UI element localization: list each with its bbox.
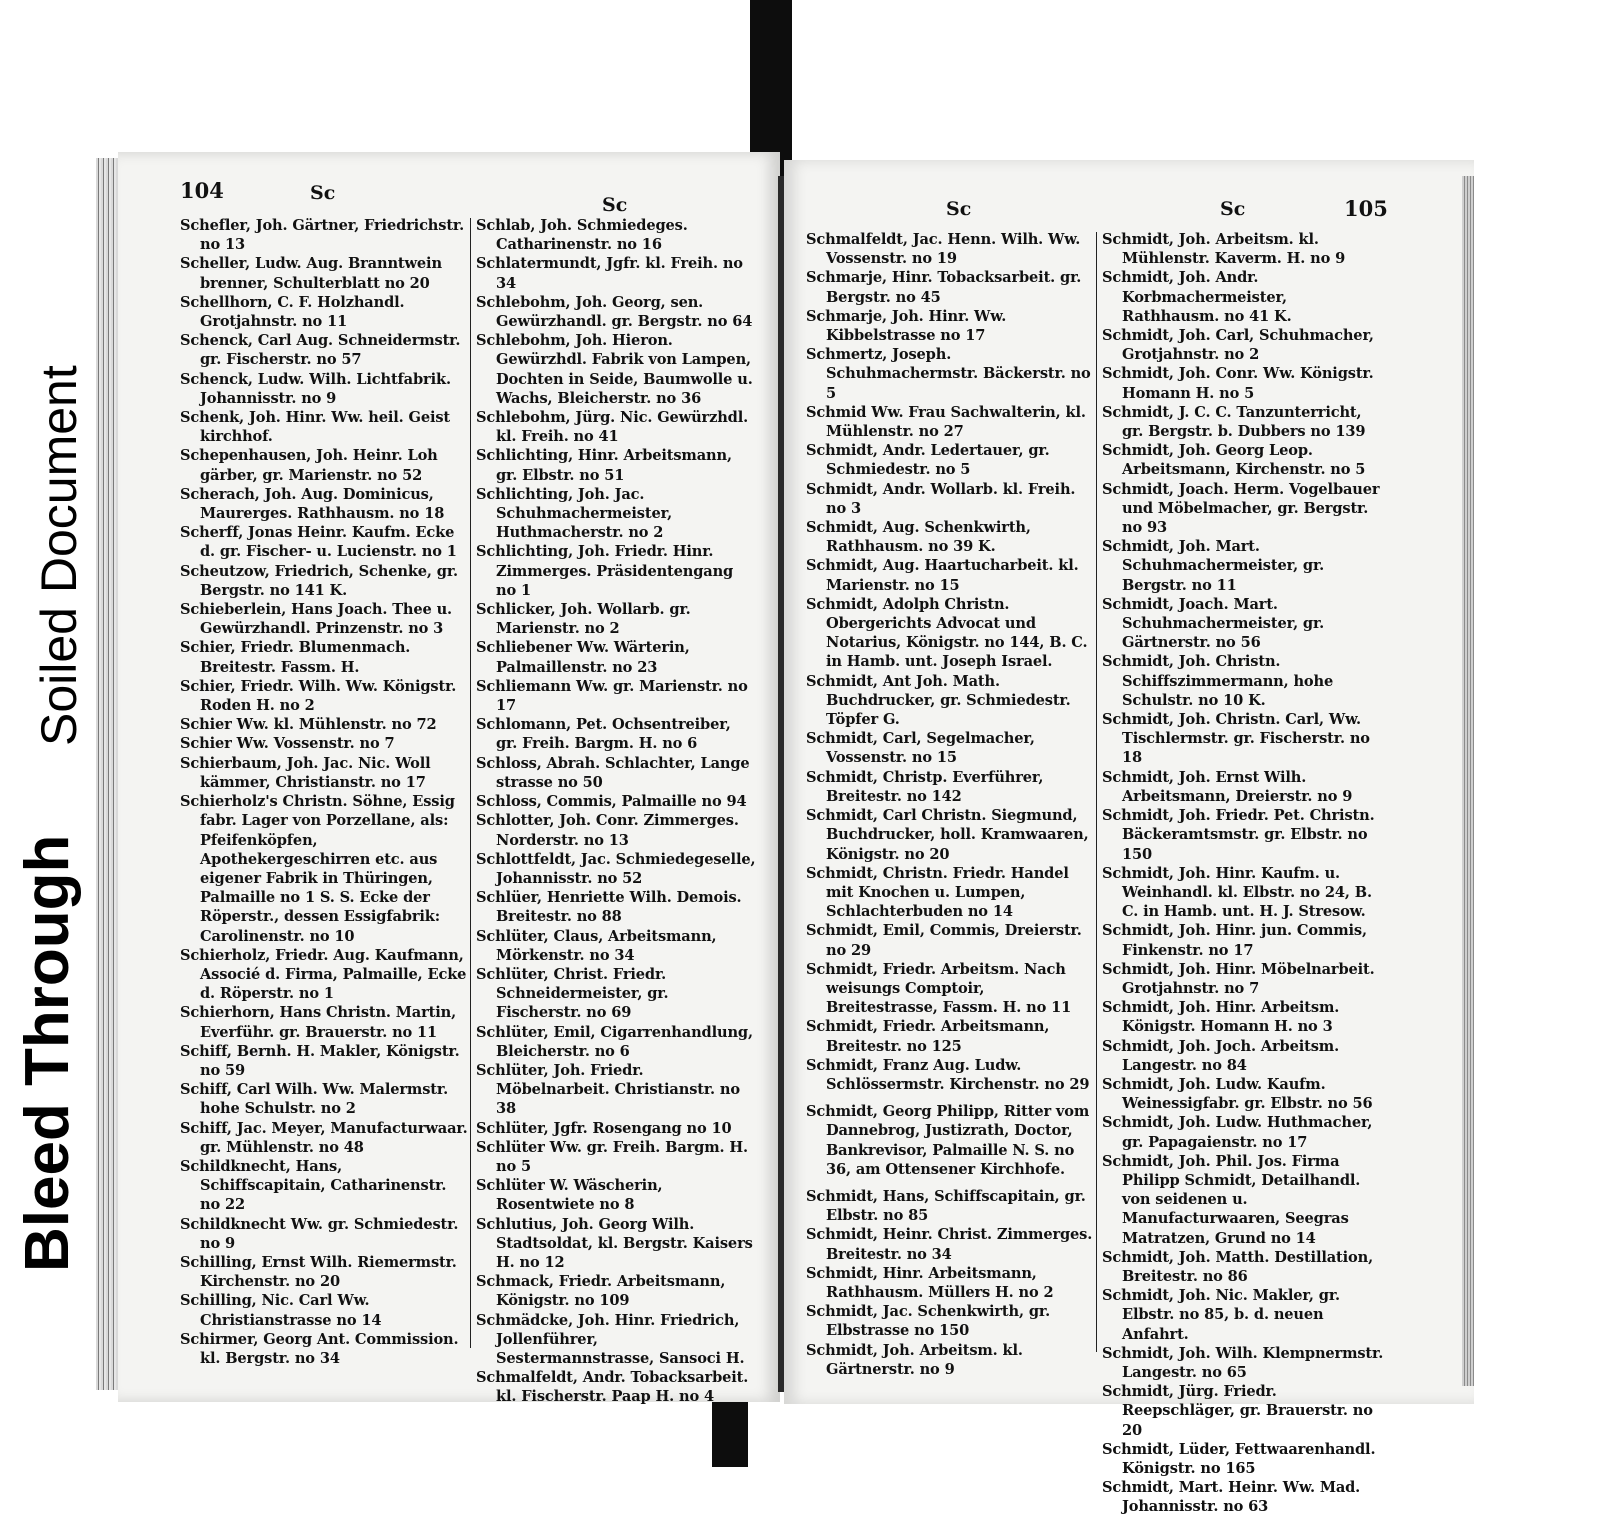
directory-entry: Schierholz's Christn. Söhne, Essig fabr. Lager von Porzellane, als: Pfeifenköpfen, Apothekergeschirren etc. aus eigener Fabrik in Thüringen, Palmaille no 1 S. S. Ecke der Röperstr., dessen Essigfabrik: Carolinenstr. no 10: [180, 793, 455, 945]
directory-entry: Schierhorn, Hans Christn. Martin, Everführ. gr. Brauerstr. no 11: [180, 1004, 457, 1041]
directory-entry: Schlicker, Joh. Wollarb. gr. Marienstr. no 2: [476, 601, 691, 638]
directory-entry: Schenck, Ludw. Wilh. Lichtfabrik. Johannisstr. no 9: [180, 370, 451, 407]
running-head-right-1: Sc: [946, 198, 972, 220]
directory-entry: Schlüter, Jgfr. Rosengang no 10: [476, 1119, 732, 1137]
directory-entry: Schlüter, Joh. Friedr. Möbelnarbeit. Christianstr. no 38: [476, 1061, 740, 1118]
directory-entry: Schmidt, Joh. Arbeitsm. kl. Gärtnerstr. no 9: [806, 1341, 1023, 1378]
directory-entry: Scheller, Ludw. Aug. Branntwein brenner, Schulterblatt no 20: [180, 255, 442, 292]
directory-entry: Schmidt, Joh. Ludw. Huthmacher, gr. Papagaienstr. no 17: [1102, 1114, 1373, 1151]
directory-entry: Schlotter, Joh. Conr. Zimmerges. Norderstr. no 13: [476, 812, 739, 849]
running-head-left-2: Sc: [602, 194, 628, 216]
directory-entry: Schmidt, Hans, Schiffscapitain, gr. Elbstr. no 85: [806, 1187, 1086, 1225]
directory-entry: Schmidt, Heinr. Christ. Zimmerges. Breitestr. no 34: [806, 1226, 1093, 1263]
directory-entry: Schierholz, Friedr. Aug. Kaufmann, Associé d. Firma, Palmaille, Ecke d. Röperstr. no 1: [180, 946, 467, 1003]
directory-entry: Schmidt, Joh. Carl, Schuhmacher, Grotjahnstr. no 2: [1102, 327, 1374, 364]
directory-entry: Schliebener Ww. Wärterin, Palmaillenstr. no 23: [476, 639, 690, 676]
column-rule-left: [470, 218, 471, 1348]
directory-entry: Schmidt, Joh. Phil. Jos. Firma Philipp Schmidt, Detailhandl. von seidenen u. Manufacturwaaren, Seegras Matratzen, Grund no 14: [1102, 1152, 1361, 1247]
directory-entry: Schmertz, Joseph. Schuhmachermstr. Bäckerstr. no 5: [806, 346, 1091, 402]
directory-entry: Schmidt, Emil, Commis, Dreierstr. no 29: [806, 922, 1082, 959]
bleed-through-label: Bleed Through: [13, 834, 82, 1272]
directory-entry: Schmidt, Ant Joh. Math. Buchdrucker, gr. Schmiedestr. Töpfer G.: [806, 672, 1071, 729]
directory-entry: Schmidt, Christp. Everführer, Breitestr. no 142: [806, 768, 1044, 805]
directory-entry: Schmidt, Carl, Segelmacher, Vossenstr. no 15: [806, 730, 1035, 767]
directory-entry: Schmidt, Joh. Joch. Arbeitsm. Langestr. no 84: [1102, 1037, 1340, 1074]
directory-entry: Schmidt, Joh. Mart. Schuhmachermeister, gr. Bergstr. no 11: [1102, 538, 1325, 594]
directory-entry: Scherach, Joh. Aug. Dominicus, Maurerges. Rathhausm. no 18: [180, 485, 445, 523]
directory-entry: Schmidt, Joh. Wilh. Klempnermstr. Langestr. no 65: [1102, 1344, 1384, 1381]
directory-entry: Schier, Friedr. Wilh. Ww. Königstr. Roden H. no 2: [180, 677, 457, 715]
directory-entry: Schmidt, J. C. C. Tanzunterricht, gr. Bergstr. b. Dubbers no 139: [1102, 403, 1366, 441]
directory-entry: Schilling, Nic. Carl Ww. Christianstrasse no 14: [180, 1292, 382, 1329]
directory-entry: Schlottfeldt, Jac. Schmiedegeselle, Johannisstr. no 52: [476, 850, 756, 887]
directory-entry: Schildknecht Ww. gr. Schmiedestr. no 9: [180, 1215, 459, 1252]
directory-entry: Scherff, Jonas Heinr. Kaufm. Ecke d. gr. Fischer- u. Lucienstr. no 1: [180, 524, 457, 561]
directory-entry: Schmidt, Andr. Wollarb. kl. Freih. no 3: [806, 480, 1076, 517]
directory-entry: Schlichting, Joh. Friedr. Hinr. Zimmerges. Präsidentengang no 1: [476, 543, 734, 599]
directory-entry: Schlüter, Claus, Arbeitsmann, Mörkenstr. no 34: [476, 927, 717, 964]
directory-entry: Schmidt, Friedr. Arbeitsmann, Breitestr. no 125: [806, 1018, 1050, 1055]
column-rule-right: [1096, 232, 1097, 1352]
directory-entry: Schmidt, Hinr. Arbeitsmann, Rathhausm. Müllers H. no 2: [806, 1264, 1054, 1301]
right-page: [784, 160, 1474, 1516]
running-head-right-2: Sc: [1220, 198, 1246, 220]
directory-entry: Schmidt, Joh. Christn. Schiffszimmermann, hohe Schulstr. no 10 K.: [1102, 653, 1334, 709]
directory-entry: Schiff, Bernh. H. Makler, Königstr. no 59: [180, 1042, 460, 1079]
directory-entry: Schmidt, Jürg. Friedr. Reepschläger, gr. Brauerstr. no 20: [1102, 1383, 1373, 1439]
directory-entry: Schlatermundt, Jgfr. kl. Freih. no 34: [476, 255, 743, 292]
directory-entry: Schildknecht, Hans, Schiffscapitain, Catharinenstr. no 22: [180, 1157, 447, 1214]
directory-entry: Schmidt, Joh. Hinr. Arbeitsm. Königstr. Homann H. no 3: [1102, 999, 1340, 1036]
directory-entry: Schmidt, Joh. Christn. Carl, Ww. Tischlermstr. gr. Fischerstr. no 18: [1102, 711, 1370, 767]
directory-entry: Schmalfeldt, Andr. Tobacksarbeit. kl. Fischerstr. Paap H. no 4: [476, 1369, 749, 1406]
directory-entry: Scheutzow, Friedrich, Schenke, gr. Bergstr. no 141 K.: [180, 562, 458, 599]
directory-entry: Schier Ww. Vossenstr. no 7: [180, 735, 395, 753]
directory-entry: Schmidt, Joach. Mart. Schuhmachermeister, gr. Gärtnerstr. no 56: [1102, 595, 1325, 652]
directory-entry: Schlebohm, Joh. Hieron. Gewürzhdl. Fabrik von Lampen, Dochten in Seide, Baumwolle u. Wachs, Bleicherstr. no 36: [476, 332, 753, 407]
page-number-right: 105: [1344, 196, 1388, 221]
page-number-left: 104: [180, 178, 224, 203]
directory-entry: Schmidt, Franz Aug. Ludw. Schlössermstr. Kirchenstr. no 29: [806, 1056, 1090, 1093]
directory-entry: Schmidt, Georg Philipp, Ritter vom Dannebrog, Justizrath, Doctor, Bankrevisor, Palmaille N. S. no 36, am Ottensener Kirchhofe.: [806, 1103, 1090, 1178]
directory-entry: Schmidt, Adolph Christn. Obergerichts Advocat und Notarius, Königstr. no 144, B. C. in Hamb. unt. Joseph Israel.: [806, 595, 1088, 671]
directory-entry: Schilling, Ernst Wilh. Riemermstr. Kirchenstr. no 20: [180, 1253, 457, 1291]
directory-entry: Schmidt, Joach. Herm. Vogelbauer und Möbelmacher, gr. Bergstr. no 93: [1102, 480, 1380, 537]
directory-entry: Schieberlein, Hans Joach. Thee u. Gewürzhandl. Prinzenstr. no 3: [180, 601, 452, 638]
directory-entry: Schmidt, Carl Christn. Siegmund, Buchdrucker, holl. Kramwaaren, Königstr. no 20: [806, 807, 1089, 863]
directory-entry: Schenk, Joh. Hinr. Ww. heil. Geist kirchhof.: [180, 409, 451, 446]
directory-entry: Schmidt, Joh. Friedr. Pet. Christn. Bäckeramtsmstr. gr. Elbstr. no 150: [1102, 807, 1375, 863]
directory-entry: Schliemann Ww. gr. Marienstr. no 17: [476, 677, 748, 715]
directory-entry: Schier, Friedr. Blumenmach. Breitestr. Fassm. H.: [180, 639, 411, 676]
directory-entry: Schlüter W. Wäscherin, Rosentwiete no 8: [476, 1177, 663, 1214]
directory-entry: Schmidt, Friedr. Arbeitsm. Nach weisungs Comptoir, Breitestrasse, Fassm. H. no 11: [806, 960, 1072, 1017]
directory-entry: Schmidt, Aug. Haartucharbeit. kl. Marienstr. no 15: [806, 557, 1079, 594]
directory-entry: Schmidt, Joh. Georg Leop. Arbeitsmann, Kirchenstr. no 5: [1102, 442, 1366, 479]
directory-entry: Schepenhausen, Joh. Heinr. Loh gärber, gr. Marienstr. no 52: [180, 447, 438, 484]
directory-entry: Schmidt, Andr. Ledertauer, gr. Schmiedestr. no 5: [806, 442, 1050, 479]
directory-entry: Schefler, Joh. Gärtner, Friedrichstr. no 13: [180, 217, 465, 254]
soiled-document-label: Soiled Document: [31, 365, 87, 746]
directory-entry: Schlab, Joh. Schmiedeges. Catharinenstr. no 16: [476, 217, 688, 254]
directory-entry: Schmidt, Joh. Matth. Destillation, Breitestr. no 86: [1102, 1248, 1373, 1285]
left-page-column-1: [180, 216, 470, 1368]
directory-entry: Schmidt, Joh. Hinr. Kaufm. u. Weinhandl. kl. Elbstr. no 24, B. C. in Hamb. unt. H. J. Stresow.: [1102, 864, 1372, 921]
right-page-column-1: [806, 230, 1094, 1379]
directory-entry: Schmalfeldt, Jac. Henn. Wilh. Ww. Vossenstr. no 19: [806, 231, 1081, 268]
directory-entry: Schmarje, Hinr. Tobacksarbeit. gr. Bergstr. no 45: [806, 269, 1082, 306]
directory-entry: Schmidt, Joh. Hinr. jun. Commis, Finkenstr. no 17: [1102, 922, 1367, 959]
directory-entry: Schmack, Friedr. Arbeitsmann, Königstr. no 109: [476, 1273, 726, 1310]
directory-entry: Schlutius, Joh. Georg Wilh. Stadtsoldat, kl. Bergstr. Kaisers H. no 12: [476, 1215, 753, 1271]
left-page: [118, 152, 780, 1406]
directory-entry: Schmidt, Joh. Andr. Korbmachermeister, Rathhausm. no 41 K.: [1102, 269, 1292, 325]
directory-entry: Schloss, Abrah. Schlachter, Lange strasse no 50: [476, 754, 750, 791]
directory-entry: Schmidt, Joh. Arbeitsm. kl. Mühlenstr. Kaverm. H. no 9: [1102, 231, 1346, 268]
directory-entry: Schlebohm, Joh. Georg, sen. Gewürzhandl. gr. Bergstr. no 64: [476, 293, 753, 331]
directory-entry: Schlichting, Joh. Jac. Schuhmachermeister, Huthmacherstr. no 2: [476, 485, 672, 542]
right-page-stack-edge: [1462, 176, 1474, 1386]
directory-entry: Schmidt, Joh. Conr. Ww. Königstr. Homann H. no 5: [1102, 365, 1374, 402]
directory-entry: Schlüter, Emil, Cigarrenhandlung, Bleicherstr. no 6: [476, 1023, 753, 1060]
directory-entry: Schmidt, Mart. Heinr. Ww. Mad. Johannisstr. no 63: [1102, 1479, 1361, 1516]
directory-entry: Schmid Ww. Frau Sachwalterin, kl. Mühlenstr. no 27: [806, 403, 1086, 441]
directory-entry: Schmidt, Lüder, Fettwaarenhandl. Königstr. no 165: [1102, 1440, 1376, 1477]
directory-entry: Schlüer, Henriette Wilh. Demois. Breitestr. no 88: [476, 889, 742, 926]
directory-entry: Schmidt, Joh. Hinr. Möbelnarbeit. Grotjahnstr. no 7: [1102, 960, 1375, 997]
directory-entry: Schloss, Commis, Palmaille no 94: [476, 793, 747, 811]
directory-entry: Schenck, Carl Aug. Schneidermstr. gr. Fischerstr. no 57: [180, 332, 461, 369]
directory-entry: Schlüter, Christ. Friedr. Schneidermeister, gr. Fischerstr. no 69: [476, 965, 669, 1022]
directory-entry: Schmidt, Christn. Friedr. Handel mit Knochen u. Lumpen, Schlachterbuden no 14: [806, 864, 1069, 921]
directory-entry: Schlomann, Pet. Ochsentreiber, gr. Freih. Bargm. H. no 6: [476, 716, 731, 753]
directory-entry: Schirmer, Georg Ant. Commission. kl. Bergstr. no 34: [180, 1330, 459, 1367]
directory-entry: Schmarje, Joh. Hinr. Ww. Kibbelstrasse no 17: [806, 307, 1007, 345]
left-page-column-2: [476, 216, 756, 1407]
directory-entry: Schiff, Jac. Meyer, Manufacturwaar. gr. Mühlenstr. no 48: [180, 1119, 468, 1156]
directory-entry: Schmidt, Joh. Ernst Wilh. Arbeitsmann, Dreierstr. no 9: [1102, 768, 1353, 805]
directory-entry: Schmidt, Joh. Ludw. Kaufm. Weinessigfabr. gr. Elbstr. no 56: [1102, 1075, 1373, 1113]
right-page-column-2: [1102, 230, 1386, 1517]
directory-entry: Schier Ww. kl. Mühlenstr. no 72: [180, 716, 437, 734]
directory-entry: Schmidt, Jac. Schenkwirth, gr. Elbstrasse no 150: [806, 1303, 1051, 1340]
running-head-left-1: Sc: [310, 182, 336, 204]
directory-entry: Schmidt, Aug. Schenkwirth, Rathhausm. no 39 K.: [806, 519, 1031, 556]
directory-entry: Schlebohm, Jürg. Nic. Gewürzhdl. kl. Freih. no 41: [476, 409, 749, 446]
directory-entry: Schlichting, Hinr. Arbeitsmann, gr. Elbstr. no 51: [476, 447, 732, 484]
directory-entry: Schiff, Carl Wilh. Ww. Malermstr. hohe Schulstr. no 2: [180, 1081, 449, 1118]
directory-entry: Schmidt, Joh. Nic. Makler, gr. Elbstr. no 85, b. d. neuen Anfahrt.: [1102, 1287, 1340, 1343]
directory-entry: Schlüter Ww. gr. Freih. Bargm. H. no 5: [476, 1138, 748, 1175]
directory-entry: Schmädcke, Joh. Hinr. Friedrich, Jollenführer, Sestermannstrasse, Sansoci H.: [476, 1311, 745, 1367]
directory-entry: Schellhorn, C. F. Holzhandl. Grotjahnstr. no 11: [180, 293, 405, 331]
directory-entry: Schierbaum, Joh. Jac. Nic. Woll kämmer, Christianstr. no 17: [180, 754, 431, 791]
